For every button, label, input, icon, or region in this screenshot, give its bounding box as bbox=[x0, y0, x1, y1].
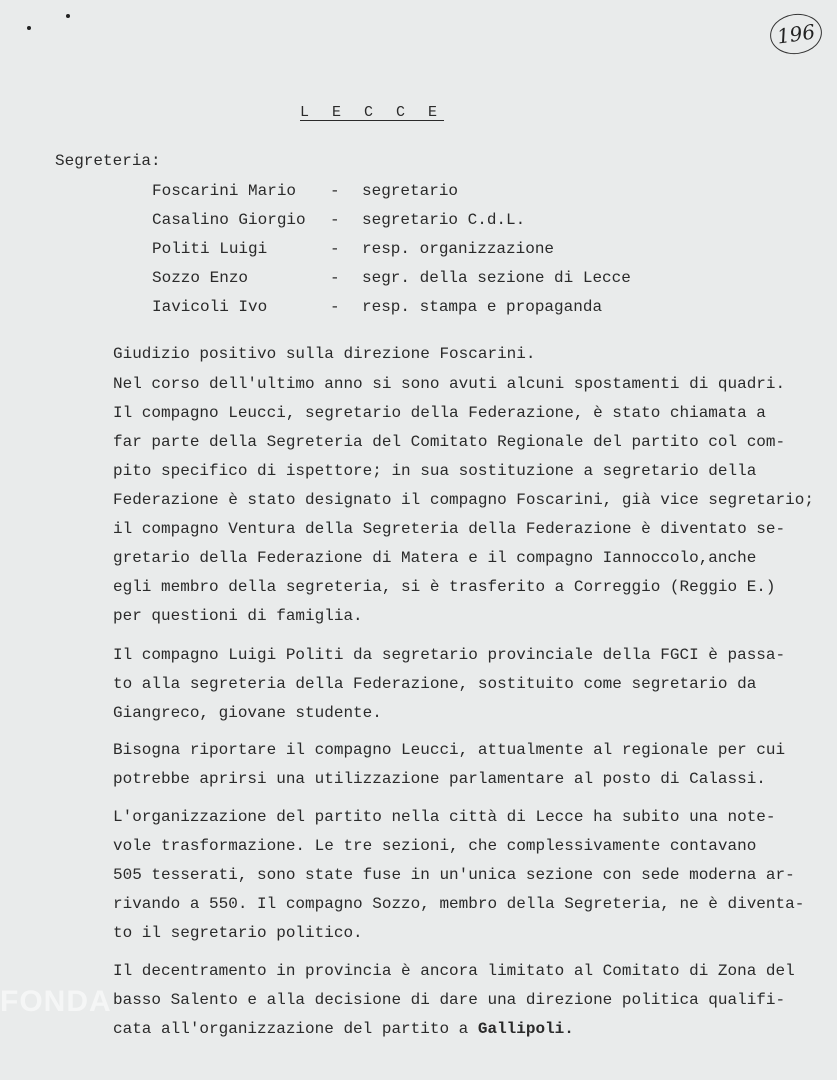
page-title: L E C C E bbox=[300, 104, 445, 121]
text-line: vole trasformazione. Le tre sezioni, che complessivamente contavano bbox=[113, 837, 757, 855]
segreteria-label: Segreteria: bbox=[55, 152, 161, 170]
ink-speck bbox=[27, 26, 31, 30]
separator-dash: - bbox=[330, 298, 340, 316]
text-line: Giudizio positivo sulla direzione Foscarini. bbox=[113, 345, 536, 363]
text-line: gretario della Federazione di Matera e il compagno Iannoccolo,anche bbox=[113, 549, 757, 567]
separator-dash: - bbox=[330, 211, 340, 229]
text-line: pito specifico di ispettore; in sua sostituzione a segretario della bbox=[113, 462, 757, 480]
text-line: Giangreco, giovane studente. bbox=[113, 704, 382, 722]
text-line bbox=[113, 1020, 574, 1038]
member-name: Iavicoli Ivo bbox=[152, 298, 268, 316]
text-line: to alla segreteria della Federazione, sostituito come segretario da bbox=[113, 675, 757, 693]
text-line: per questioni di famiglia. bbox=[113, 607, 363, 625]
ink-speck bbox=[66, 14, 70, 18]
text-line: basso Salento e alla decisione di dare una direzione politica qualifi- bbox=[113, 991, 786, 1009]
text-line: egli membro della segreteria, si è trasferito a Correggio (Reggio E.) bbox=[113, 578, 776, 596]
member-role: resp. stampa e propaganda bbox=[362, 298, 603, 316]
text-line: Bisogna riportare il compagno Leucci, attualmente al regionale per cui bbox=[113, 741, 786, 759]
text-line: 505 tesserati, sono state fuse in un'unica sezione con sede moderna ar- bbox=[113, 866, 795, 884]
member-role: segr. della sezione di Lecce bbox=[362, 269, 631, 287]
text-line: Il compagno Luigi Politi da segretario provinciale della FGCI è passa- bbox=[113, 646, 786, 664]
text-line: L'organizzazione del partito nella città di Lecce ha subito una note- bbox=[113, 808, 776, 826]
text-line: il compagno Ventura della Segreteria della Federazione è diventato se- bbox=[113, 520, 786, 538]
text-line: Federazione è stato designato il compagno Foscarini, già vice segretario; bbox=[113, 491, 814, 509]
emphasized-word: Gallipoli. bbox=[477, 1020, 574, 1038]
text-line: to il segretario politico. bbox=[113, 924, 363, 942]
separator-dash: - bbox=[330, 182, 340, 200]
member-role: segretario C.d.L. bbox=[362, 211, 526, 229]
text-line: Il compagno Leucci, segretario della Federazione, è stato chiamata a bbox=[113, 404, 766, 422]
member-name: Foscarini Mario bbox=[152, 182, 297, 200]
member-role: resp. organizzazione bbox=[362, 240, 555, 258]
text-line: potrebbe aprirsi una utilizzazione parlamentare al posto di Calassi. bbox=[113, 770, 766, 788]
member-name: Casalino Giorgio bbox=[152, 211, 306, 229]
member-name: Politi Luigi bbox=[152, 240, 268, 258]
text-line-start: cata all'organizzazione del partito a bbox=[113, 1020, 478, 1038]
separator-dash: - bbox=[330, 240, 340, 258]
text-line: Il decentramento in provincia è ancora limitato al Comitato di Zona del bbox=[113, 962, 795, 980]
page-number-stamp: 196 bbox=[767, 11, 824, 58]
separator-dash: - bbox=[330, 269, 340, 287]
member-name: Sozzo Enzo bbox=[152, 269, 249, 287]
archive-watermark: FONDA bbox=[0, 985, 112, 1018]
text-line: Nel corso dell'ultimo anno si sono avuti alcuni spostamenti di quadri. bbox=[113, 375, 786, 393]
text-line: rivando a 550. Il compagno Sozzo, membro della Segreteria, ne è diventa- bbox=[113, 895, 805, 913]
member-role: segretario bbox=[362, 182, 459, 200]
text-line: far parte della Segreteria del Comitato Regionale del partito col com- bbox=[113, 433, 786, 451]
